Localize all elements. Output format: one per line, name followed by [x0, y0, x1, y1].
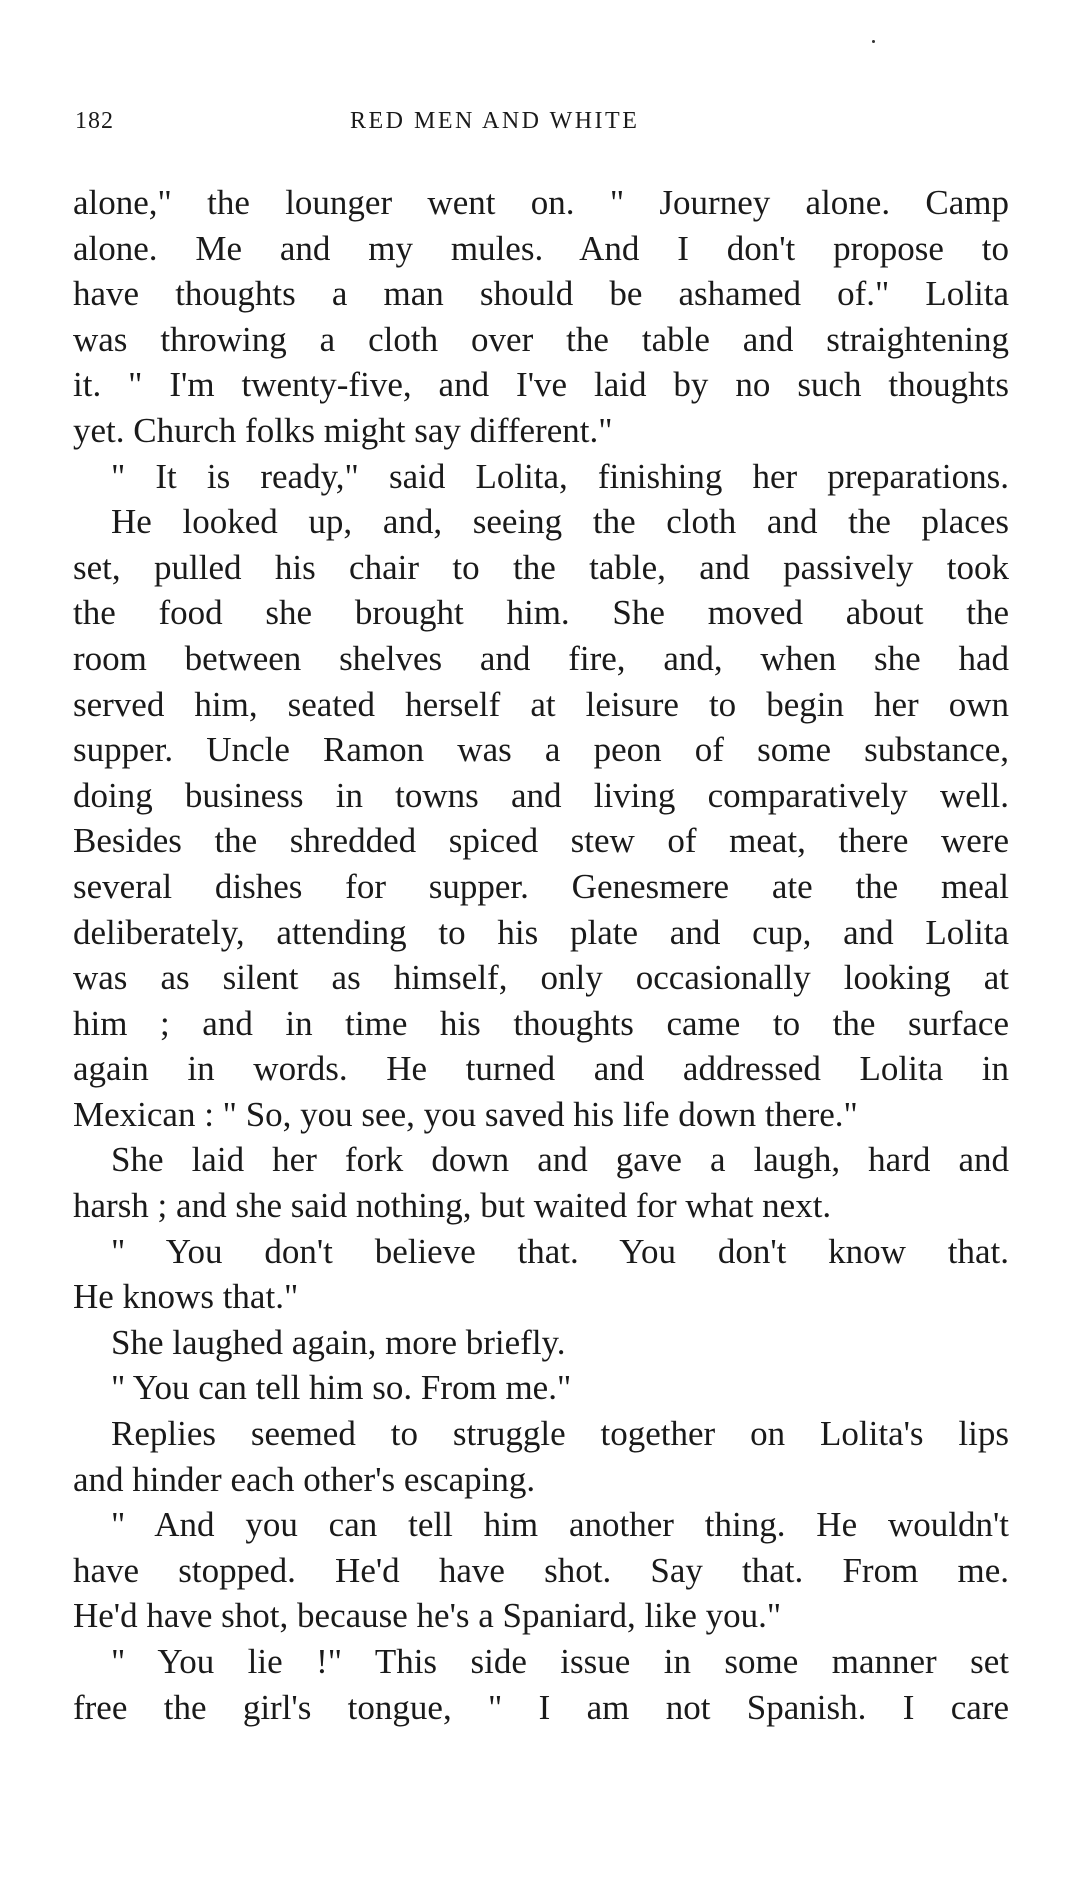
- text-line: free the girl's tongue, " I am not Spanish. I care: [73, 1687, 1009, 1727]
- running-head: [75, 108, 1015, 142]
- text-line: He knows that.": [73, 1277, 299, 1317]
- text-line: alone. Me and my mules. And I don't propose to: [73, 228, 1009, 268]
- text-line: room between shelves and fire, and, when she had: [73, 638, 1009, 678]
- text-line: Mexican : " So, you see, you saved his life down there.": [73, 1094, 858, 1134]
- text-line: He looked up, and, seeing the cloth and the places: [111, 502, 1009, 542]
- page-number: 182: [75, 108, 114, 134]
- text-line: " You lie !" This side issue in some manner set: [111, 1642, 1009, 1681]
- text-line: " You can tell him so. From me.": [111, 1368, 572, 1408]
- text-line: harsh ; and she said nothing, but waited for what next.: [73, 1186, 832, 1226]
- text-line: alone," the lounger went on. " Journey alone. Camp: [73, 183, 1009, 222]
- text-line: " And you can tell him another thing. He wouldn't: [111, 1505, 1009, 1545]
- text-line: was throwing a cloth over the table and straightening: [73, 319, 1009, 359]
- text-line: Besides the shredded spiced stew of meat, there were: [73, 821, 1009, 861]
- text-line: supper. Uncle Ramon was a peon of some substance,: [73, 730, 1009, 770]
- text-line: yet. Church folks might say different.": [73, 410, 613, 450]
- text-line: set, pulled his chair to the table, and passively took: [73, 547, 1009, 587]
- stray-ink-mark: [872, 40, 875, 43]
- text-line: have thoughts a man should be ashamed of." Lolita: [73, 274, 1009, 314]
- text-line: He'd have shot, because he's a Spaniard, like you.": [73, 1596, 782, 1636]
- text-line: several dishes for supper. Genesmere ate the meal: [73, 866, 1009, 906]
- text-line: She laid her fork down and gave a laugh, hard and: [111, 1140, 1009, 1180]
- running-title: RED MEN AND WHITE: [350, 108, 640, 134]
- text-line: again in words. He turned and addressed Lolita in: [73, 1049, 1009, 1089]
- text-line: deliberately, attending to his plate and cup, and Lolita: [73, 912, 1009, 952]
- text-line: have stopped. He'd have shot. Say that. From me.: [73, 1550, 1009, 1590]
- text-line: was as silent as himself, only occasionally looking at: [73, 958, 1009, 998]
- text-line: served him, seated herself at leisure to begin her own: [73, 684, 1009, 724]
- text-line: and hinder each other's escaping.: [73, 1459, 536, 1499]
- text-line: the food she brought him. She moved about the: [73, 593, 1009, 633]
- text-line: doing business in towns and living comparatively well.: [73, 775, 1009, 815]
- text-line: it. " I'm twenty-five, and I've laid by no such thoughts: [73, 365, 1009, 405]
- text-line: him ; and in time his thoughts came to the surface: [73, 1003, 1009, 1043]
- text-line: " You don't believe that. You don't know that.: [111, 1231, 1009, 1271]
- text-line: She laughed again, more briefly.: [111, 1322, 566, 1362]
- text-line: " It is ready," said Lolita, finishing her preparations.: [111, 456, 1009, 496]
- text-line: Replies seemed to struggle together on Lolita's lips: [111, 1414, 1009, 1454]
- body-text: [73, 180, 1009, 1730]
